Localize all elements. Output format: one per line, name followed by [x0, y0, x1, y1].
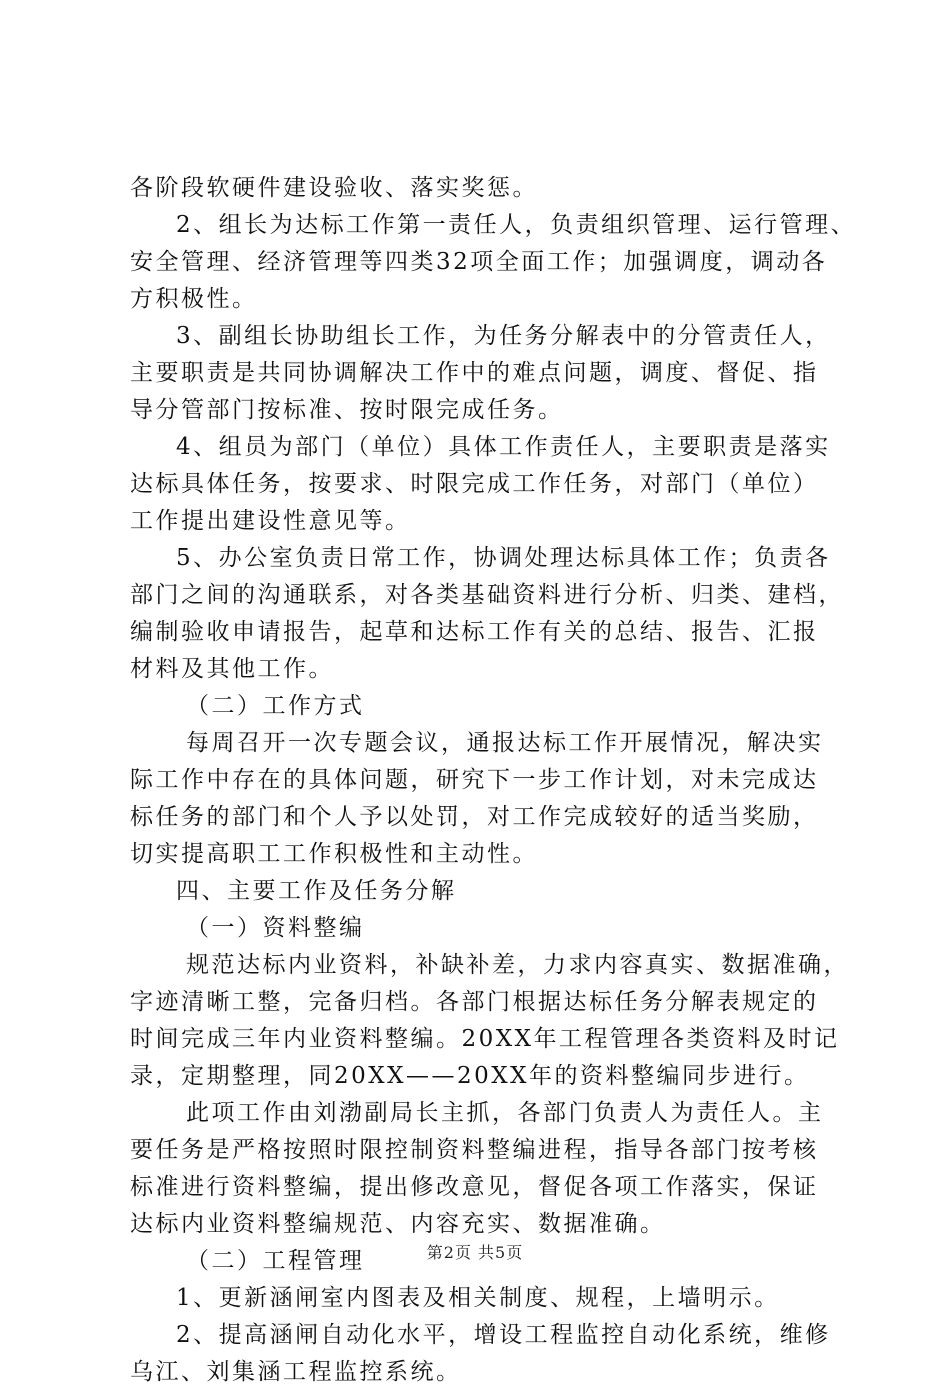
text-line: 2、提高涵闸自动化水平，增设工程监控自动化系统，维修 — [176, 1322, 831, 1348]
text-line: 2、组长为达标工作第一责任人，负责组织管理、运行管理、 — [176, 212, 857, 238]
text-line: （二）工程管理 — [186, 1248, 365, 1274]
text-line: 字迹清晰工整，完备归档。各部门根据达标任务分解表规定的 — [130, 989, 819, 1015]
text-line: 际工作中存在的具体问题，研究下一步工作计划，对未完成达 — [130, 767, 819, 793]
text-line: 部门之间的沟通联系，对各类基础资料进行分析、归类、建档， — [130, 582, 844, 608]
text-line: 要任务是严格按照时限控制资料整编进程，指导各部门按考核 — [130, 1137, 819, 1163]
text-line: （一）资料整编 — [186, 915, 365, 941]
text-line: 方积极性。 — [130, 286, 258, 312]
text-line: （二）工作方式 — [186, 693, 365, 719]
text-line: 各阶段软硬件建设验收、落实奖惩。 — [130, 175, 538, 201]
text-line: 乌江、刘集涵工程监控系统。 — [130, 1359, 462, 1385]
text-line: 时间完成三年内业资料整编。20XX年工程管理各类资料及时记 — [130, 1026, 840, 1052]
text-line: 每周召开一次专题会议，通报达标工作开展情况，解决实 — [186, 730, 824, 756]
text-line: 1、更新涵闸室内图表及相关制度、规程，上墙明示。 — [176, 1285, 780, 1311]
text-line: 编制验收申请报告，起草和达标工作有关的总结、报告、汇报 — [130, 619, 819, 645]
text-line: 标任务的部门和个人予以处罚，对工作完成较好的适当奖励， — [130, 804, 819, 830]
text-line: 切实提高职工工作积极性和主动性。 — [130, 841, 538, 867]
text-line: 材料及其他工作。 — [130, 656, 334, 682]
text-line: 主要职责是共同协调解决工作中的难点问题，调度、督促、指 — [130, 360, 819, 386]
text-line: 工作提出建设性意见等。 — [130, 508, 411, 534]
text-line: 安全管理、经济管理等四类32项全面工作；加强调度，调动各 — [130, 249, 828, 275]
text-line: 导分管部门按标准、按时限完成任务。 — [130, 397, 564, 423]
document-body — [130, 170, 857, 1391]
page-footer: 第2页 共5页 — [426, 1243, 524, 1262]
text-line: 4、组员为部门（单位）具体工作责任人，主要职责是落实 — [176, 434, 831, 460]
text-line: 录，定期整理，同20XX——20XX年的资料整编同步进行。 — [130, 1063, 810, 1089]
text-line: 此项工作由刘渤副局长主抓，各部门负责人为责任人。主 — [186, 1100, 824, 1126]
text-line: 四、主要工作及任务分解 — [176, 878, 457, 904]
text-line: 规范达标内业资料，补缺补差，力求内容真实、数据准确， — [186, 952, 849, 978]
text-line: 达标内业资料整编规范、内容充实、数据准确。 — [130, 1211, 666, 1237]
text-line: 5、办公室负责日常工作，协调处理达标具体工作；负责各 — [176, 545, 831, 571]
text-line: 3、副组长协助组长工作，为任务分解表中的分管责任人， — [176, 323, 831, 349]
text-line: 达标具体任务，按要求、时限完成工作任务，对部门（单位） — [130, 471, 819, 497]
text-line: 标准进行资料整编，提出修改意见，督促各项工作落实，保证 — [130, 1174, 819, 1200]
